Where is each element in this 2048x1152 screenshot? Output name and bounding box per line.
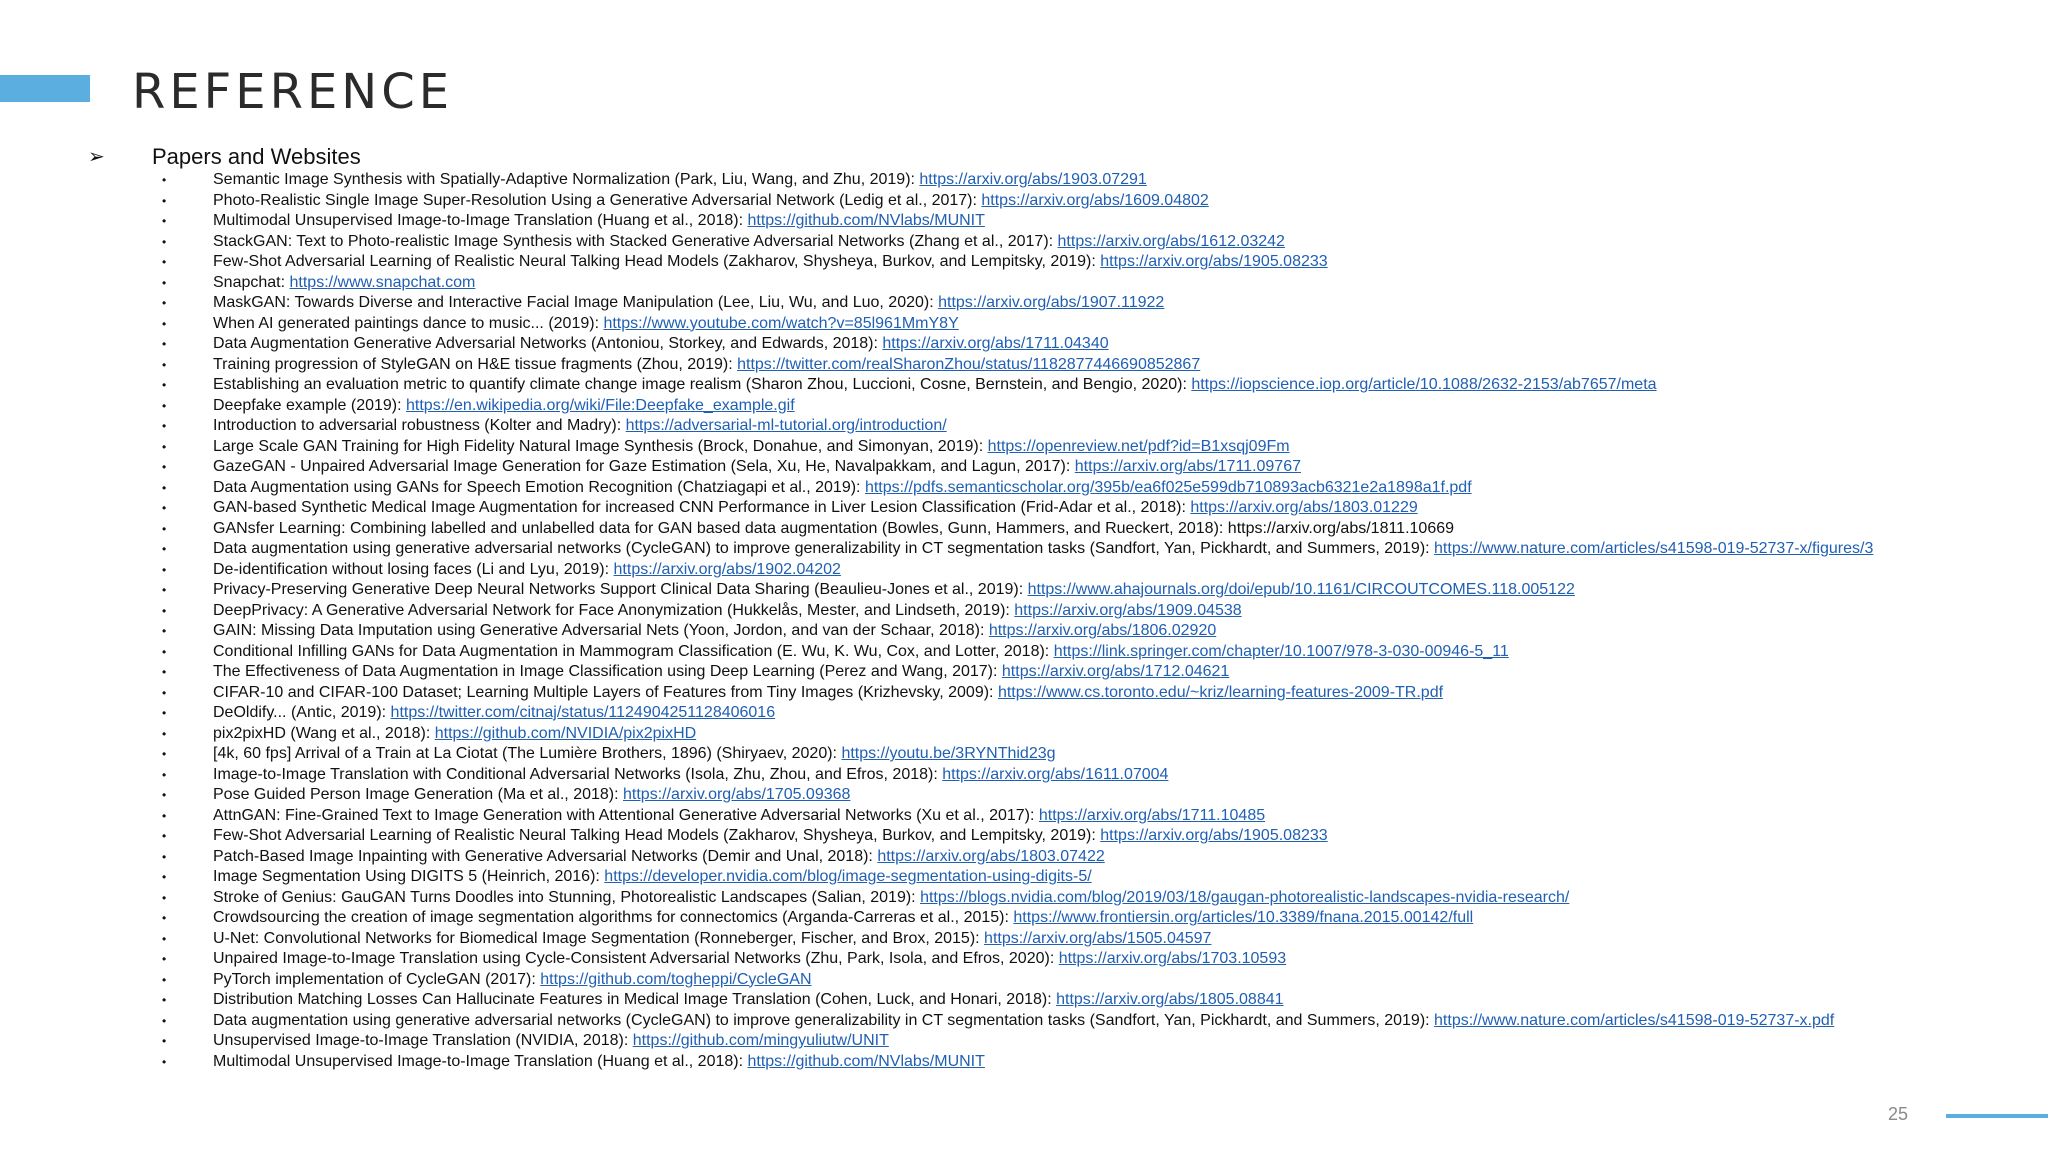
reference-text: AttnGAN: Fine-Grained Text to Image Generation with Attentional Generative Adversarial Networks (Xu et al., 2017): bbox=[213, 806, 1039, 824]
reference-text: The Effectiveness of Data Augmentation in Image Classification using Deep Learning (Perez and Wang, 2017): bbox=[213, 663, 1002, 680]
bullet-icon: • bbox=[162, 747, 167, 761]
bullet-icon: • bbox=[162, 726, 167, 741]
reference-item bbox=[162, 908, 1962, 929]
reference-link[interactable]: https://arxiv.org/abs/1712.04621 bbox=[1001, 663, 1230, 680]
reference-text: Deepfake example (2019): bbox=[213, 396, 406, 414]
bullet-icon: • bbox=[162, 378, 167, 392]
reference-text: Patch-Based Image Inpainting with Generative Adversarial Networks (Demir and Unal, 2018): bbox=[213, 847, 878, 865]
reference-item bbox=[162, 683, 1962, 704]
reference-item bbox=[162, 170, 1962, 191]
reference-item bbox=[162, 1052, 1962, 1073]
reference-text: Unsupervised Image-to-Image Translation (NVIDIA, 2018): bbox=[213, 1032, 633, 1049]
reference-item bbox=[162, 396, 1962, 417]
reference-item bbox=[162, 621, 1962, 642]
bullet-icon: • bbox=[162, 706, 167, 720]
page-title: REFERENCE bbox=[132, 64, 454, 120]
bullet-icon: • bbox=[162, 398, 167, 413]
reference-text: GANsfer Learning: Combining labelled and unlabelled data for GAN based data augmentation (Bowles, Gunn, Hammers, and Rueckert, 2018): https://arxiv.org/abs/1811.10669 bbox=[213, 519, 1455, 537]
reference-item bbox=[162, 334, 1962, 355]
reference-item bbox=[162, 970, 1962, 991]
reference-link[interactable]: https://arxiv.org/abs/1609.04802 bbox=[981, 191, 1209, 209]
reference-text: Semantic Image Synthesis with Spatially-Adaptive Normalization (Park, Liu, Wang, and Zhu, 2019): bbox=[213, 171, 920, 188]
bullet-icon: • bbox=[162, 788, 167, 802]
arrow-bullet-icon: ➢ bbox=[88, 146, 105, 168]
reference-text: Data augmentation using generative adversarial networks (CycleGAN) to improve generalizability in CT segmentation tasks (Sandfort, Yan, Pickhardt, and Summers, 2019): bbox=[213, 540, 1435, 557]
bullet-icon: • bbox=[162, 501, 167, 515]
bullet-icon: • bbox=[162, 214, 167, 228]
reference-item bbox=[162, 642, 1962, 663]
reference-link[interactable]: https://github.com/mingyuliutw/UNIT bbox=[632, 1032, 889, 1049]
reference-item bbox=[162, 601, 1962, 622]
reference-link[interactable]: https://arxiv.org/abs/1903.07291 bbox=[919, 171, 1147, 188]
reference-item bbox=[162, 211, 1962, 232]
reference-link[interactable]: https://link.springer.com/chapter/10.1007/978-3-030-00946-5_11 bbox=[1053, 642, 1509, 660]
reference-item bbox=[162, 457, 1962, 478]
bullet-icon: • bbox=[162, 480, 167, 495]
reference-list bbox=[162, 170, 1962, 1072]
reference-link[interactable]: https://twitter.com/realSharonZhou/status/1182877446690852867 bbox=[737, 355, 1201, 373]
reference-text: Large Scale GAN Training for High Fidelity Natural Image Synthesis (Brock, Donahue, and Simonyan, 2019): bbox=[213, 437, 988, 455]
reference-link[interactable]: https://www.snapchat.com bbox=[289, 273, 476, 291]
bullet-icon: • bbox=[162, 1054, 167, 1069]
reference-link[interactable]: https://arxiv.org/abs/1505.04597 bbox=[984, 929, 1212, 947]
reference-item bbox=[162, 1011, 1962, 1032]
reference-link[interactable]: https://arxiv.org/abs/1909.04538 bbox=[1014, 601, 1242, 619]
bullet-icon: • bbox=[162, 1013, 167, 1028]
reference-text: U-Net: Convolutional Networks for Biomedical Image Segmentation (Ronneberger, Fischer, and Brox, 2015): bbox=[213, 929, 985, 947]
reference-link[interactable]: https://arxiv.org/abs/1902.04202 bbox=[613, 560, 841, 578]
reference-item bbox=[162, 826, 1962, 847]
reference-link[interactable]: https://github.com/NVIDIA/pix2pixHD bbox=[434, 724, 697, 742]
reference-text: Crowdsourcing the creation of image segmentation algorithms for connectomics (Arganda-Carreras et al., 2015): bbox=[213, 909, 1014, 926]
reference-item bbox=[162, 949, 1962, 970]
bullet-icon: • bbox=[162, 849, 167, 864]
reference-link[interactable]: https://arxiv.org/abs/1711.09767 bbox=[1074, 458, 1301, 475]
bullet-icon: • bbox=[162, 419, 167, 433]
reference-item bbox=[162, 580, 1962, 601]
reference-item bbox=[162, 744, 1962, 765]
bullet-icon: • bbox=[162, 193, 167, 208]
bullet-icon: • bbox=[162, 562, 167, 577]
reference-text: [4k, 60 fps] Arrival of a Train at La Ciotat (The Lumière Brothers, 1896) (Shiryaev, 2020): bbox=[213, 745, 842, 762]
reference-text: Stroke of Genius: GauGAN Turns Doodles into Stunning, Photorealistic Landscapes (Salian, 2019): bbox=[213, 888, 921, 906]
bullet-icon: • bbox=[162, 870, 167, 884]
page-number: 25 bbox=[1888, 1104, 1909, 1124]
reference-link[interactable]: https://www.frontiersin.org/articles/10.3389/fnana.2015.00142/full bbox=[1013, 909, 1474, 926]
bullet-icon: • bbox=[162, 624, 167, 638]
reference-item bbox=[162, 416, 1962, 437]
reference-text: Few-Shot Adversarial Learning of Realistic Neural Talking Head Models (Zakharov, Shysheya, Burkov, and Lempitsky, 2019): bbox=[213, 827, 1101, 844]
bullet-icon: • bbox=[162, 255, 167, 269]
reference-item bbox=[162, 355, 1962, 376]
reference-text: Establishing an evaluation metric to quantify climate change image realism (Sharon Zhou, Luccioni, Cosne, Bernstein, and Bengio, 2020): bbox=[213, 376, 1192, 393]
reference-text: Unpaired Image-to-Image Translation using Cycle-Consistent Adversarial Networks (Zhu, Park, Isola, and Efros, 2020): bbox=[213, 950, 1059, 967]
bullet-icon: • bbox=[162, 767, 167, 782]
reference-text: DeOldify... (Antic, 2019): bbox=[213, 704, 391, 721]
reference-text: Snapchat: bbox=[213, 273, 290, 291]
reference-text: Few-Shot Adversarial Learning of Realistic Neural Talking Head Models (Zakharov, Shysheya, Burkov, and Lempitsky, 2019): bbox=[213, 253, 1101, 270]
reference-link[interactable]: https://arxiv.org/abs/1711.10485 bbox=[1038, 806, 1266, 824]
reference-item bbox=[162, 314, 1962, 335]
reference-text: Image Segmentation Using DIGITS 5 (Heinrich, 2016): bbox=[213, 868, 605, 885]
bullet-icon: • bbox=[162, 972, 167, 987]
reference-text: GAIN: Missing Data Imputation using Generative Adversarial Nets (Yoon, Jordon, and van der Schaar, 2018): bbox=[213, 622, 989, 639]
reference-link[interactable]: https://en.wikipedia.org/wiki/File:Deepfake_example.gif bbox=[406, 396, 795, 414]
reference-link[interactable]: https://arxiv.org/abs/1806.02920 bbox=[988, 622, 1217, 639]
reference-link[interactable]: https://arxiv.org/abs/1612.03242 bbox=[1057, 232, 1285, 250]
reference-text: Photo-Realistic Single Image Super-Resolution Using a Generative Adversarial Network (Ledig et al., 2017): bbox=[213, 191, 982, 209]
reference-text: De-identification without losing faces (Li and Lyu, 2019): bbox=[213, 560, 614, 578]
reference-link[interactable]: https://arxiv.org/abs/1907.11922 bbox=[938, 294, 1165, 311]
reference-link[interactable]: https://www.youtube.com/watch?v=85l961MmY8Y bbox=[603, 314, 959, 332]
reference-link[interactable]: https://blogs.nvidia.com/blog/2019/03/18/gaugan-photorealistic-landscapes-nvidia-research/ bbox=[920, 888, 1570, 906]
reference-text: Multimodal Unsupervised Image-to-Image Translation (Huang et al., 2018): bbox=[213, 212, 748, 229]
reference-link[interactable]: https://github.com/NVlabs/MUNIT bbox=[747, 212, 985, 229]
bullet-icon: • bbox=[162, 521, 167, 536]
reference-link[interactable]: https://github.com/NVlabs/MUNIT bbox=[747, 1052, 985, 1070]
reference-link[interactable]: https://developer.nvidia.com/blog/image-segmentation-using-digits-5/ bbox=[604, 868, 1092, 885]
bullet-icon: • bbox=[162, 357, 167, 372]
reference-link[interactable]: https://pdfs.semanticscholar.org/395b/ea6f025e599db710893acb6321e2a1898a1f.pdf bbox=[864, 478, 1472, 496]
bullet-icon: • bbox=[162, 931, 167, 946]
reference-text: GAN-based Synthetic Medical Image Augmentation for increased CNN Performance in Liver Lesion Classification (Frid-Adar et al., 2018): bbox=[213, 499, 1191, 516]
reference-link[interactable]: https://adversarial-ml-tutorial.org/introduction/ bbox=[625, 417, 947, 434]
bullet-icon: • bbox=[162, 808, 167, 823]
bullet-icon: • bbox=[162, 460, 167, 474]
reference-text: Multimodal Unsupervised Image-to-Image Translation (Huang et al., 2018): bbox=[213, 1052, 748, 1070]
reference-item bbox=[162, 191, 1962, 212]
reference-item bbox=[162, 539, 1962, 560]
reference-item bbox=[162, 252, 1962, 273]
reference-item bbox=[162, 560, 1962, 581]
reference-text: MaskGAN: Towards Diverse and Interactive Facial Image Manipulation (Lee, Liu, Wu, and Luo, 2020): bbox=[213, 294, 939, 311]
bullet-icon: • bbox=[162, 173, 167, 187]
reference-item bbox=[162, 806, 1962, 827]
reference-text: GazeGAN - Unpaired Adversarial Image Generation for Gaze Estimation (Sela, Xu, He, Navalpakkam, and Lagun, 2017): bbox=[213, 458, 1075, 475]
reference-link[interactable]: https://arxiv.org/abs/1905.08233 bbox=[1100, 827, 1328, 844]
reference-item bbox=[162, 437, 1962, 458]
reference-text: Data Augmentation using GANs for Speech Emotion Recognition (Chatziagapi et al., 2019): bbox=[213, 478, 865, 496]
reference-text: PyTorch implementation of CycleGAN (2017): bbox=[213, 970, 541, 988]
bullet-icon: • bbox=[162, 829, 167, 843]
bullet-icon: • bbox=[162, 583, 167, 597]
reference-link[interactable]: https://arxiv.org/abs/1803.01229 bbox=[1190, 499, 1418, 516]
footer-accent-bar bbox=[1946, 1114, 2048, 1118]
reference-text: DeepPrivacy: A Generative Adversarial Network for Face Anonymization (Hukkelås, Mester, and Lindseth, 2019): bbox=[213, 601, 1015, 619]
section-heading bbox=[88, 143, 361, 171]
reference-link[interactable]: https://www.nature.com/articles/s41598-019-52737-x/figures/3 bbox=[1434, 540, 1874, 557]
reference-text: Conditional Infilling GANs for Data Augmentation in Mammogram Classification (E. Wu, K. Wu, Cox, and Lotter, 2018): bbox=[213, 642, 1054, 660]
reference-link[interactable]: https://arxiv.org/abs/1805.08841 bbox=[1056, 991, 1284, 1008]
bullet-icon: • bbox=[162, 890, 167, 905]
bullet-icon: • bbox=[162, 337, 167, 351]
bullet-icon: • bbox=[162, 665, 167, 679]
reference-item bbox=[162, 724, 1962, 745]
section-label: Papers and Websites bbox=[152, 144, 361, 169]
reference-item bbox=[162, 662, 1962, 683]
reference-link[interactable]: https://iopscience.iop.org/article/10.1088/2632-2153/ab7657/meta bbox=[1191, 376, 1657, 393]
bullet-icon: • bbox=[162, 644, 167, 659]
reference-item bbox=[162, 478, 1962, 499]
reference-text: pix2pixHD (Wang et al., 2018): bbox=[213, 724, 435, 742]
bullet-icon: • bbox=[162, 685, 167, 700]
reference-text: Image-to-Image Translation with Conditional Adversarial Networks (Isola, Zhu, Zhou, and Efros, 2018): bbox=[213, 765, 943, 783]
reference-link[interactable]: https://arxiv.org/abs/1803.07422 bbox=[877, 847, 1105, 865]
reference-item bbox=[162, 785, 1962, 806]
bullet-icon: • bbox=[162, 296, 167, 310]
reference-link[interactable]: https://www.ahajournals.org/doi/epub/10.1161/CIRCOUTCOMES.118.005122 bbox=[1027, 581, 1575, 598]
reference-text: Introduction to adversarial robustness (Kolter and Madry): bbox=[213, 417, 626, 434]
bullet-icon: • bbox=[162, 911, 167, 925]
reference-text: StackGAN: Text to Photo-realistic Image Synthesis with Stacked Generative Adversarial Networks (Zhang et al., 2017): bbox=[213, 232, 1058, 250]
bullet-icon: • bbox=[162, 1034, 167, 1048]
bullet-icon: • bbox=[162, 234, 167, 249]
reference-item bbox=[162, 1031, 1962, 1052]
reference-link[interactable]: https://www.cs.toronto.edu/~kriz/learning-features-2009-TR.pdf bbox=[997, 683, 1444, 701]
bullet-icon: • bbox=[162, 603, 167, 618]
reference-text: Training progression of StyleGAN on H&E tissue fragments (Zhou, 2019): bbox=[213, 355, 738, 373]
reference-link[interactable]: https://arxiv.org/abs/1705.09368 bbox=[623, 786, 851, 803]
reference-text: Data augmentation using generative adversarial networks (CycleGAN) to improve generalizability in CT segmentation tasks (Sandfort, Yan, Pickhardt, and Summers, 2019): bbox=[213, 1011, 1435, 1029]
reference-text: When AI generated paintings dance to music... (2019): bbox=[213, 314, 604, 332]
reference-link[interactable]: https://youtu.be/3RYNThid23g bbox=[841, 745, 1056, 762]
reference-item bbox=[162, 990, 1962, 1011]
reference-link[interactable]: https://twitter.com/citnaj/status/1124904251128406016 bbox=[390, 704, 776, 721]
reference-link[interactable]: https://arxiv.org/abs/1611.07004 bbox=[942, 765, 1169, 783]
reference-item bbox=[162, 273, 1962, 294]
reference-text: Distribution Matching Losses Can Hallucinate Features in Medical Image Translation (Cohen, Luck, and Honari, 2018): bbox=[213, 991, 1057, 1008]
reference-item bbox=[162, 929, 1962, 950]
reference-link[interactable]: https://arxiv.org/abs/1711.04340 bbox=[882, 335, 1109, 352]
reference-item bbox=[162, 293, 1962, 314]
reference-item bbox=[162, 703, 1962, 724]
reference-item bbox=[162, 847, 1962, 868]
reference-text: Privacy-Preserving Generative Deep Neural Networks Support Clinical Data Sharing (Beaulieu-Jones et al., 2019): bbox=[213, 581, 1028, 598]
reference-link[interactable]: https://openreview.net/pdf?id=B1xsqj09Fm bbox=[987, 437, 1290, 455]
reference-text: Data Augmentation Generative Adversarial Networks (Antoniou, Storkey, and Edwards, 2018): bbox=[213, 335, 883, 352]
reference-link[interactable]: https://arxiv.org/abs/1703.10593 bbox=[1058, 950, 1287, 967]
bullet-icon: • bbox=[162, 542, 167, 556]
bullet-icon: • bbox=[162, 275, 167, 290]
reference-item bbox=[162, 232, 1962, 253]
reference-item bbox=[162, 519, 1962, 540]
reference-link[interactable]: https://www.nature.com/articles/s41598-019-52737-x.pdf bbox=[1434, 1011, 1835, 1029]
reference-item bbox=[162, 498, 1962, 519]
reference-link[interactable]: https://arxiv.org/abs/1905.08233 bbox=[1100, 253, 1328, 270]
reference-text: CIFAR-10 and CIFAR-100 Dataset; Learning Multiple Layers of Features from Tiny Images (Krizhevsky, 2009): bbox=[213, 683, 998, 701]
reference-item bbox=[162, 375, 1962, 396]
bullet-icon: • bbox=[162, 316, 167, 331]
reference-text: Pose Guided Person Image Generation (Ma et al., 2018): bbox=[213, 786, 624, 803]
title-accent-bar bbox=[0, 75, 90, 102]
bullet-icon: • bbox=[162, 993, 167, 1007]
reference-item bbox=[162, 765, 1962, 786]
reference-item bbox=[162, 867, 1962, 888]
reference-link[interactable]: https://github.com/togheppi/CycleGAN bbox=[540, 970, 812, 988]
bullet-icon: • bbox=[162, 439, 167, 454]
reference-item bbox=[162, 888, 1962, 909]
bullet-icon: • bbox=[162, 952, 167, 966]
